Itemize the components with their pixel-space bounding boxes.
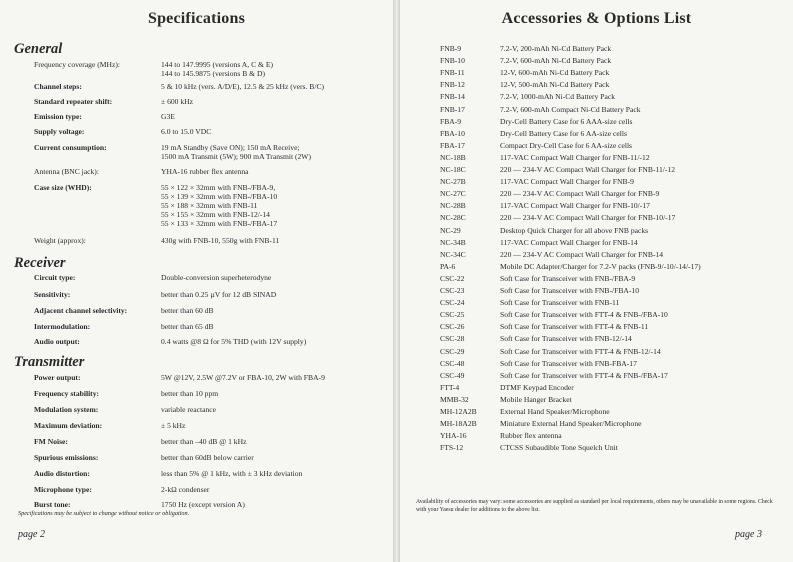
- accessory-code: NC-34B: [440, 237, 466, 247]
- page-right-accessories: [400, 0, 793, 562]
- spec-label: Frequency stability:: [34, 389, 100, 398]
- spec-label: Adjacent channel selectivity:: [34, 306, 128, 315]
- spec-label: Microphone type:: [34, 485, 92, 494]
- accessory-description: Soft Case for Transceiver with FNB-FBA-17: [500, 358, 637, 368]
- availability-note: Availability of accessories may vary: some accessories are supplied as standard per local requirements, others may be unavailable in some regions. Check with your Yaesu dealer for additions to the above list.: [416, 499, 773, 513]
- accessory-code: CSC-22: [440, 273, 465, 283]
- spec-value: 5 & 10 kHz (vers. A/D/E), 12.5 & 25 kHz (vers. B/C): [161, 82, 325, 91]
- spec-label: Intermodulation:: [34, 322, 91, 331]
- spec-value: 5W @12V, 2.5W @7.2V or FBA-10, 2W with FBA-9: [161, 373, 325, 382]
- spec-label: Antenna (BNC jack):: [34, 167, 99, 176]
- accessory-description: Desktop Quick Charger for all above FNB packs: [500, 225, 649, 235]
- accessory-code: FNB-12: [440, 80, 465, 90]
- page-number-right: page 3: [735, 529, 762, 540]
- accessory-description: 12-V, 500-mAh Ni-Cd Battery Pack: [500, 80, 610, 90]
- accessory-code: CSC-48: [440, 358, 465, 368]
- accessory-code: FNB-17: [440, 104, 465, 114]
- spec-label: Audio distortion:: [34, 469, 90, 478]
- accessory-description: 220 — 234-V AC Compact Wall Charger for FNB-10/-17: [500, 213, 676, 223]
- spec-value: 55 × 122 × 32mm with FNB-/FBA-9, 55 × 139 × 32mm with FNB-/FBA-10 55 × 188 × 32mm with FNB-11 55 × 155 × 32mm with FNB-12/-14 55 × 133 × 32mm with FNB-/FBA-17: [161, 183, 278, 228]
- accessory-description: External Hand Speaker/Microphone: [500, 407, 610, 416]
- accessory-description: 7.2-V, 1000-mAh Ni-Cd Battery Pack: [500, 92, 616, 102]
- book-gutter: [393, 0, 400, 562]
- accessory-code: NC-28B: [440, 201, 466, 211]
- spec-value: better than 65 dB: [161, 322, 214, 331]
- accessory-description: Dry-Cell Battery Case for 6 AAA-size cells: [500, 116, 633, 126]
- accessory-description: Rubber flex antenna: [500, 431, 562, 441]
- spec-label: Sensitivity:: [34, 290, 71, 299]
- accessory-code: NC-28C: [440, 213, 466, 223]
- accessory-code: FBA-10: [440, 128, 465, 138]
- spec-value: better than 0.25 µV for 12 dB SINAD: [161, 290, 277, 299]
- spec-value: less than 5% @ 1 kHz, with ± 3 kHz deviation: [161, 469, 303, 478]
- accessory-code: NC-29: [440, 225, 461, 235]
- accessory-description: Soft Case for Transceiver with FNB-/FBA-10: [500, 286, 640, 295]
- accessory-description: 7.2-V, 600-mAh Ni-Cd Battery Pack: [500, 56, 612, 66]
- spec-value: variable reactance: [161, 405, 217, 414]
- spec-value: better than 60 dB: [161, 306, 214, 315]
- accessory-description: 220 — 234-V AC Compact Wall Charger for FNB-11/-12: [500, 165, 676, 174]
- accessory-description: Soft Case for Transceiver with FNB-11: [500, 298, 620, 308]
- accessory-code: NC-18B: [440, 152, 466, 162]
- page-number-left: page 2: [18, 529, 45, 540]
- accessory-description: Soft Case for Transceiver with FTT-4 & FNB-11: [500, 322, 649, 332]
- accessory-code: NC-27C: [440, 189, 466, 199]
- spec-value: 0.4 watts @8 Ω for 5% THD (with 12V supply): [161, 337, 307, 346]
- accessory-code: CSC-23: [440, 286, 465, 295]
- spec-label: Emission type:: [34, 112, 82, 121]
- accessory-code: CSC-26: [440, 322, 465, 332]
- accessory-description: 117-VAC Compact Wall Charger for FNB-14: [500, 237, 638, 247]
- spec-value: YHA-16 rubber flex antenna: [161, 167, 249, 176]
- accessory-code: FNB-9: [440, 44, 462, 53]
- accessory-code: CSC-25: [440, 310, 465, 320]
- accessory-description: DTMF Keypad Encoder: [500, 382, 574, 392]
- spec-value: ± 5 kHz: [161, 421, 186, 430]
- accessory-description: Mobile DC Adapter/Charger for 7.2-V packs (FNB-9/-10/-14/-17): [500, 261, 701, 271]
- accessory-description: 117-VAC Compact Wall Charger for FNB-10/-17: [500, 201, 650, 211]
- section-heading-transmitter: Transmitter: [14, 354, 85, 370]
- accessory-description: 7.2-V, 600-mAh Compact Ni-Cd Battery Pack: [500, 104, 641, 114]
- spec-value: better than 60dB below carrier: [161, 453, 254, 462]
- accessory-code: CSC-49: [440, 370, 465, 380]
- spec-value: 144 to 147.9995 (versions A, C & E) 144 to 145.9875 (versions B & D): [161, 60, 274, 78]
- accessory-description: 12-V, 600-mAh Ni-Cd Battery Pack: [500, 68, 610, 78]
- page-left-specifications: [0, 0, 393, 562]
- accessory-description: Dry-Cell Battery Case for 6 AA-size cells: [500, 128, 627, 138]
- spec-value: 6.0 to 15.0 VDC: [161, 127, 212, 136]
- spec-label: Weight (approx):: [34, 236, 86, 245]
- accessory-description: 220 — 234-V AC Compact Wall Charger for FNB-14: [500, 249, 664, 259]
- accessory-description: Compact Dry-Cell Case for 6 AA-size cells: [500, 140, 633, 150]
- accessory-code: MMB-32: [440, 394, 469, 404]
- accessory-description: 7.2-V, 200-mAh Ni-Cd Battery Pack: [500, 44, 612, 53]
- spec-value: better than 10 ppm: [161, 389, 219, 398]
- accessory-code: NC-18C: [440, 165, 466, 174]
- spec-label: Audio output:: [34, 337, 80, 346]
- accessory-code: CSC-29: [440, 346, 465, 356]
- accessory-code: FTS-12: [440, 443, 464, 453]
- accessory-code: NC-34C: [440, 249, 466, 259]
- accessory-code: PA-6: [440, 261, 456, 271]
- specifications-footnote: Specifications may be subject to change without notice or obligation.: [18, 510, 190, 517]
- accessories-title: Accessories & Options List: [501, 10, 692, 27]
- spec-label: Power output:: [34, 373, 81, 382]
- spec-value: G3E: [161, 112, 175, 121]
- accessory-description: Soft Case for Transceiver with FTT-4 & FNB-/FBA-17: [500, 370, 668, 380]
- spec-label: Frequency coverage (MHz):: [34, 60, 121, 69]
- accessory-code: FNB-10: [440, 56, 465, 66]
- accessory-description: Soft Case for Transceiver with FNB-/FBA-9: [500, 273, 636, 283]
- spec-label: Supply voltage:: [34, 127, 85, 136]
- accessory-description: CTCSS Subaudible Tone Squelch Unit: [500, 443, 618, 453]
- accessory-description: Soft Case for Transceiver with FNB-12/-14: [500, 334, 632, 344]
- accessory-code: FNB-14: [440, 92, 465, 102]
- spec-value: ± 600 kHz: [161, 97, 194, 106]
- spec-label: Current consumption:: [34, 143, 107, 152]
- spec-value: 2-kΩ condenser: [161, 485, 210, 494]
- spec-value: 1750 Hz (except version A): [161, 500, 245, 509]
- accessory-description: 117-VAC Compact Wall Charger for FNB-11/-12: [500, 152, 650, 162]
- spec-value: better than –40 dB @ 1 kHz: [161, 437, 247, 446]
- spec-label: Burst tone:: [34, 500, 71, 509]
- spec-label: Circuit type:: [34, 273, 76, 282]
- spec-label: Maximum deviation:: [34, 421, 103, 430]
- accessory-description: Soft Case for Transceiver with FTT-4 & FNB-12/-14: [500, 346, 661, 356]
- spec-value: 19 mA Standby (Save ON); 150 mA Receive; 1500 mA Transmit (5W); 900 mA Transmit (2W): [161, 143, 311, 161]
- accessory-description: Miniature External Hand Speaker/Microphone: [500, 419, 642, 429]
- accessory-description: 117-VAC Compact Wall Charger for FNB-9: [500, 177, 634, 187]
- section-heading-general: General: [14, 41, 63, 57]
- spec-label: Modulation system:: [34, 405, 99, 414]
- accessory-description: Soft Case for Transceiver with FTT-4 & FNB-/FBA-10: [500, 310, 668, 320]
- accessory-code: MH-18A2B: [440, 419, 477, 429]
- accessory-code: YHA-16: [440, 431, 467, 441]
- accessory-code: MH-12A2B: [440, 407, 477, 416]
- spec-value: Double-conversion superheterodyne: [161, 273, 272, 282]
- spec-label: Standard repeater shift:: [34, 97, 113, 106]
- specifications-title: Specifications: [147, 10, 246, 27]
- accessory-code: FTT-4: [440, 382, 460, 392]
- section-heading-receiver: Receiver: [14, 255, 66, 271]
- accessory-description: Mobile Hanger Bracket: [500, 394, 572, 404]
- accessory-code: FBA-9: [440, 116, 462, 126]
- spec-label: Case size (WHD):: [34, 183, 92, 192]
- spec-label: FM Noise:: [34, 437, 68, 446]
- accessory-code: NC-27B: [440, 177, 466, 187]
- accessory-description: 220 — 234-V AC Compact Wall Charger for FNB-9: [500, 189, 660, 199]
- spec-label: Spurious emissions:: [34, 453, 99, 462]
- spec-label: Channel steps:: [34, 82, 82, 91]
- spec-value: 430g with FNB-10, 550g with FNB-11: [161, 236, 280, 245]
- accessory-code: FNB-11: [440, 68, 465, 78]
- accessory-code: FBA-17: [440, 140, 465, 150]
- accessory-code: CSC-28: [440, 334, 465, 344]
- accessory-code: CSC-24: [440, 298, 465, 308]
